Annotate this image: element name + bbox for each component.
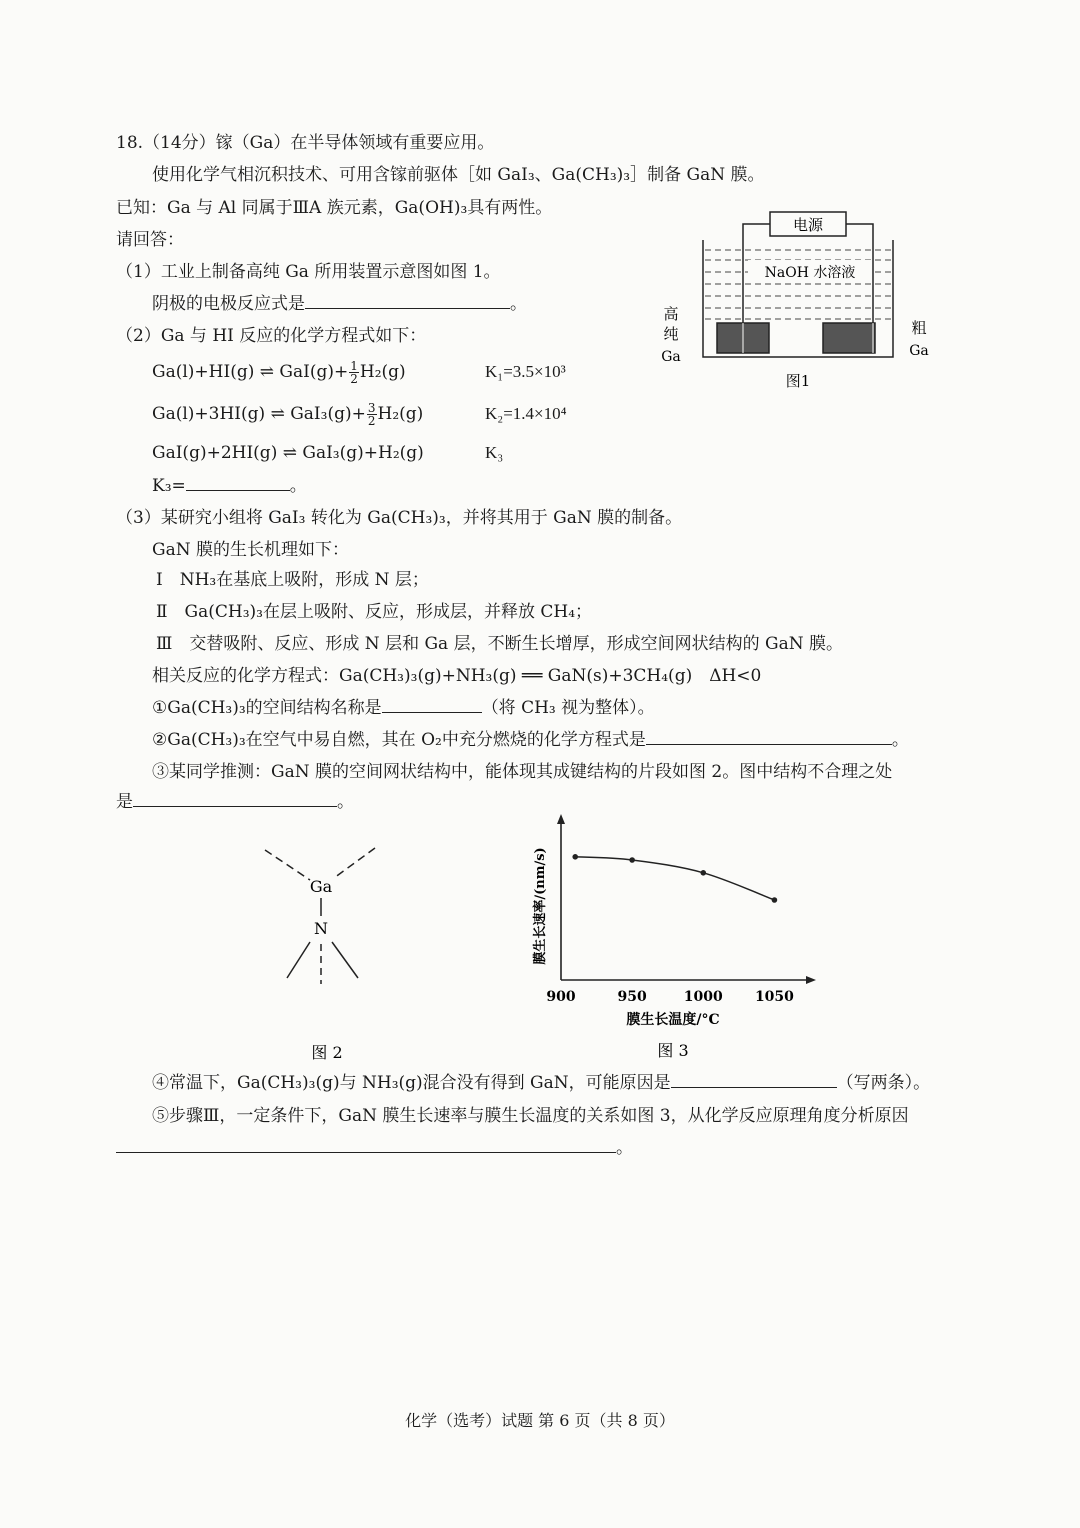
sub-question-2: ②Ga(CH₃)₃在空气中易自燃，其在 O₂中充分燃烧的化学方程式是 。 xyxy=(152,730,909,750)
answer-blank-c4[interactable] xyxy=(671,1071,837,1088)
ga-atom-label: Ga xyxy=(309,877,333,896)
figure-3-chart xyxy=(520,810,830,1070)
crude-ga-pool xyxy=(823,323,875,353)
sub-question-4-note: （写两条）。 xyxy=(836,1073,931,1093)
question-heading: 18.（14分）镓（Ga）在半导体领域有重要应用。 xyxy=(116,133,495,153)
answer-blank-c1[interactable] xyxy=(382,696,482,713)
intro-line-2: 已知：Ga 与 Al 同属于ⅢA 族元素，Ga(OH)₃具有两性。 xyxy=(116,198,553,218)
y-axis-label: 膜生长速率/(nm/s) xyxy=(533,847,548,965)
sub-question-3-cont-text: 是 xyxy=(116,792,133,812)
step-1: Ⅰ NH₃在基底上吸附，形成 N 层； xyxy=(156,570,429,590)
equation-3: GaI(g)+2HI(g) ⇌ GaI₃(g)+H₂(g) xyxy=(152,443,424,463)
equation-1-h2: H₂(g) xyxy=(359,362,406,382)
figure-1-caption: 图1 xyxy=(785,372,811,390)
data-point-2 xyxy=(700,870,706,876)
k3-prompt-text: K₃= xyxy=(152,476,186,496)
x-tick-label-0: 900 xyxy=(546,989,576,1005)
equation-1 xyxy=(152,360,406,385)
k2-value: K₂=1.4×10⁴ xyxy=(485,404,567,423)
series-line xyxy=(575,857,774,900)
part-1-text: （1）工业上制备高纯 Ga 所用装置示意图如图 1。 xyxy=(116,262,501,282)
k3-label: K₃ xyxy=(485,443,504,462)
x-tick-label-3: 1050 xyxy=(754,989,794,1005)
data-point-0 xyxy=(572,854,578,860)
part-1-prompt-text: 阴极的电极反应式是 xyxy=(152,294,305,314)
solution-label: NaOH 水溶液 xyxy=(764,265,856,281)
equation-1-text: Ga(l)+HI(g) ⇌ GaI(g)+ xyxy=(152,362,349,382)
overall-reaction: 相关反应的化学方程式：Ga(CH₃)₃(g)+NH₃(g) ══ GaN(s)+3CH₄(g) ΔH<0 xyxy=(152,666,762,686)
answer-blank-1[interactable] xyxy=(305,292,510,309)
x-tick-label-2: 1000 xyxy=(683,989,723,1005)
sub-question-5: ⑤步骤Ⅲ，一定条件下，GaN 膜生长速率与膜生长温度的关系如图 3，从化学反应原理角度分析原因 xyxy=(152,1106,909,1126)
answer-blank-c5[interactable] xyxy=(116,1136,616,1153)
sub-question-4 xyxy=(152,1071,930,1095)
step-2: Ⅱ Ga(CH₃)₃在层上吸附、反应，形成层，并释放 CH₄； xyxy=(156,602,593,622)
sub-question-4-text: ④常温下，Ga(CH₃)₃(g)与 NH₃(g)混合没有得到 GaN，可能原因是 xyxy=(152,1073,671,1093)
crude-ga-label-1: 粗 xyxy=(911,319,927,337)
sub-question-1 xyxy=(152,696,655,720)
mechanism-heading: GaN 膜的生长机理如下： xyxy=(152,540,349,560)
bond-lower-right xyxy=(332,942,358,978)
intro-line-3: 请回答： xyxy=(116,230,184,250)
fraction-3-2: $\frac{3}{2}$ xyxy=(367,401,376,428)
page-footer: 化学（选考）试题 第 6 页（共 8 页） xyxy=(405,1411,675,1430)
answer-blank-c3[interactable] xyxy=(133,790,337,807)
intro-line-1: 使用化学气相沉积技术、可用含镓前驱体［如 GaI₃、Ga(CH₃)₃］制备 GaN 膜。 xyxy=(152,165,765,185)
power-source-label: 电源 xyxy=(792,216,824,234)
figure-1-apparatus xyxy=(655,205,945,400)
answer-blank-c2[interactable] xyxy=(646,728,892,745)
equation-2-text: Ga(l)+3HI(g) ⇌ GaI₃(g)+ xyxy=(152,404,366,424)
k1-value: K₁=3.5×10³ xyxy=(485,362,566,381)
k3-prompt: K₃= 。 xyxy=(152,476,307,496)
step-3: Ⅲ 交替吸附、反应、形成 N 层和 Ga 层，不断生长增厚，形成空间网状结构的 GaN 膜。 xyxy=(156,634,843,654)
figure-2-structure xyxy=(250,838,400,1068)
fraction-1-2: $\frac{1}{2}$ xyxy=(350,359,358,386)
equation-2 xyxy=(152,402,423,427)
n-atom-label: N xyxy=(314,919,328,938)
x-tick-label-1: 950 xyxy=(617,989,647,1005)
part-3-text: （3）某研究小组将 GaI₃ 转化为 Ga(CH₃)₃，并将其用于 GaN 膜的制备。 xyxy=(116,508,683,528)
pure-ga-label-3: Ga xyxy=(661,349,681,365)
figure-3-caption: 图 3 xyxy=(657,1041,689,1060)
answer-blank-k3[interactable] xyxy=(186,474,290,491)
x-axis-label: 膜生长温度/°C xyxy=(626,1012,720,1028)
y-axis-arrow xyxy=(557,814,565,824)
sub-question-5-cont: 。 xyxy=(116,1136,633,1160)
pure-ga-label-1: 高 xyxy=(663,305,679,323)
sub-question-1-text: ①Ga(CH₃)₃的空间结构名称是 xyxy=(152,698,382,718)
pure-ga-label-2: 纯 xyxy=(663,325,679,343)
bond-dashed-upper-left xyxy=(265,850,310,880)
part-1-prompt xyxy=(152,292,527,316)
crude-ga-label-2: Ga xyxy=(909,343,929,359)
sub-question-3: ③某同学推测：GaN 膜的空间网状结构中，能体现其成键结构的片段如图 2。图中结构不合理之处 xyxy=(152,762,893,782)
sub-question-1-note: （将 CH₃ 视为整体）。 xyxy=(481,698,655,718)
data-point-1 xyxy=(629,857,635,863)
sub-question-3-cont: 是 。 xyxy=(116,792,354,812)
x-axis-arrow xyxy=(806,976,816,984)
bond-lower-left xyxy=(287,942,310,978)
equation-2-h2: H₂(g) xyxy=(377,404,424,424)
period: 。 xyxy=(510,294,527,314)
sub-question-2-text: ②Ga(CH₃)₃在空气中易自燃，其在 O₂中充分燃烧的化学方程式是 xyxy=(152,730,646,750)
part-2-text: （2）Ga 与 HI 反应的化学方程式如下： xyxy=(116,326,427,346)
bond-dashed-upper-right xyxy=(334,848,375,878)
data-point-3 xyxy=(772,897,778,903)
figure-2-caption: 图 2 xyxy=(311,1043,343,1062)
